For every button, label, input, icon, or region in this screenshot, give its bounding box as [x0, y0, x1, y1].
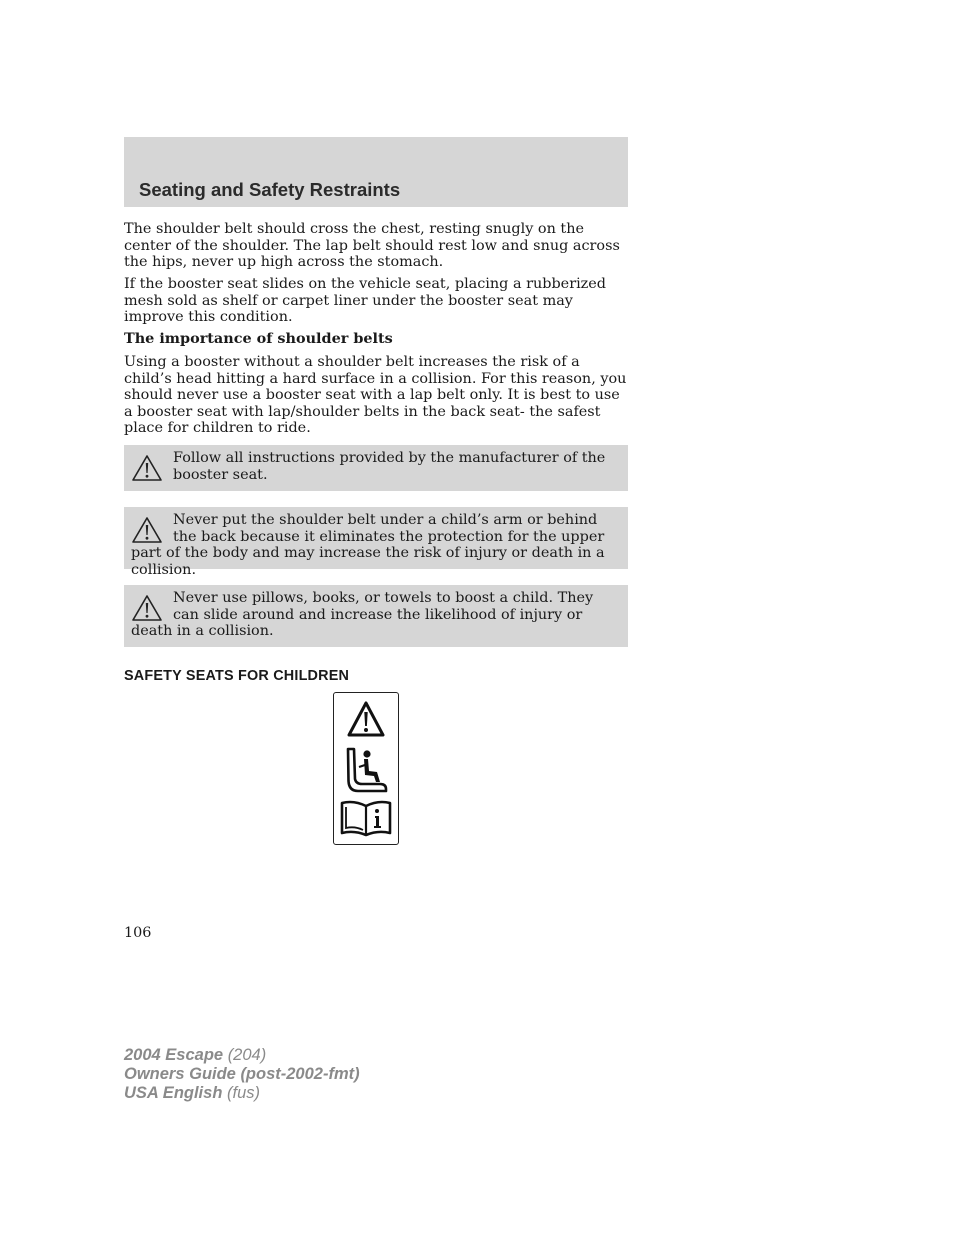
warning-text: Follow all instructions provided by the manufacturer of the booster seat. [173, 450, 606, 483]
warning-box [124, 585, 628, 647]
footer-language: USA English [124, 1084, 223, 1102]
footer-line-guide: Owners Guide (post-2002-fmt) [124, 1065, 360, 1083]
body-paragraph: The shoulder belt should cross the chest, resting snugly on the center of the shoulder. The lap belt should rest low and snug across the hips, never up high across the stomach. [124, 221, 620, 271]
warning-triangle-icon [131, 516, 163, 544]
section-header-band [124, 137, 628, 207]
body-paragraph: If the booster seat slides on the vehicle seat, placing a rubberized mesh sold as shelf or carpet liner under the booster seat may improve this condition. [124, 276, 606, 326]
subheading: The importance of shoulder belts [124, 330, 393, 347]
child-seat-icon [334, 745, 398, 793]
section-heading: SAFETY SEATS FOR CHILDREN [124, 668, 350, 684]
page-number: 106 [124, 925, 152, 941]
owners-manual-icon [334, 797, 398, 839]
warning-text: Never use pillows, books, or towels to boost a child. They can slide around and increase the likelihood of injury or death in a collision. [131, 590, 594, 640]
footer-line-language [124, 1084, 360, 1103]
warning-text: Never put the shoulder belt under a child’s arm or behind the back because it eliminates the protection for the upper part of the body and may increase the risk of injury or death in a collision. [131, 512, 605, 578]
body-paragraph: Using a booster without a shoulder belt increases the risk of a child’s head hitting a hard surface in a collision. For this reason, you should never use a booster seat with a lap belt only. It is best to use a booster seat with lap/shoulder belts in the back seat- the safest place for children to ride. [124, 354, 627, 437]
warning-box [124, 507, 628, 578]
footer-model: 2004 Escape [124, 1046, 224, 1064]
document-footer [124, 1046, 360, 1103]
warning-triangle-icon [334, 699, 398, 741]
footer-model-code: (204) [227, 1046, 267, 1064]
safety-icon-panel [333, 692, 399, 845]
warning-triangle-icon [131, 594, 163, 622]
footer-language-code: (fus) [227, 1084, 260, 1102]
footer-line-model [124, 1046, 360, 1065]
warning-box [124, 445, 628, 491]
warning-triangle-icon [131, 454, 163, 482]
page-title: Seating and Safety Restraints [139, 179, 401, 200]
